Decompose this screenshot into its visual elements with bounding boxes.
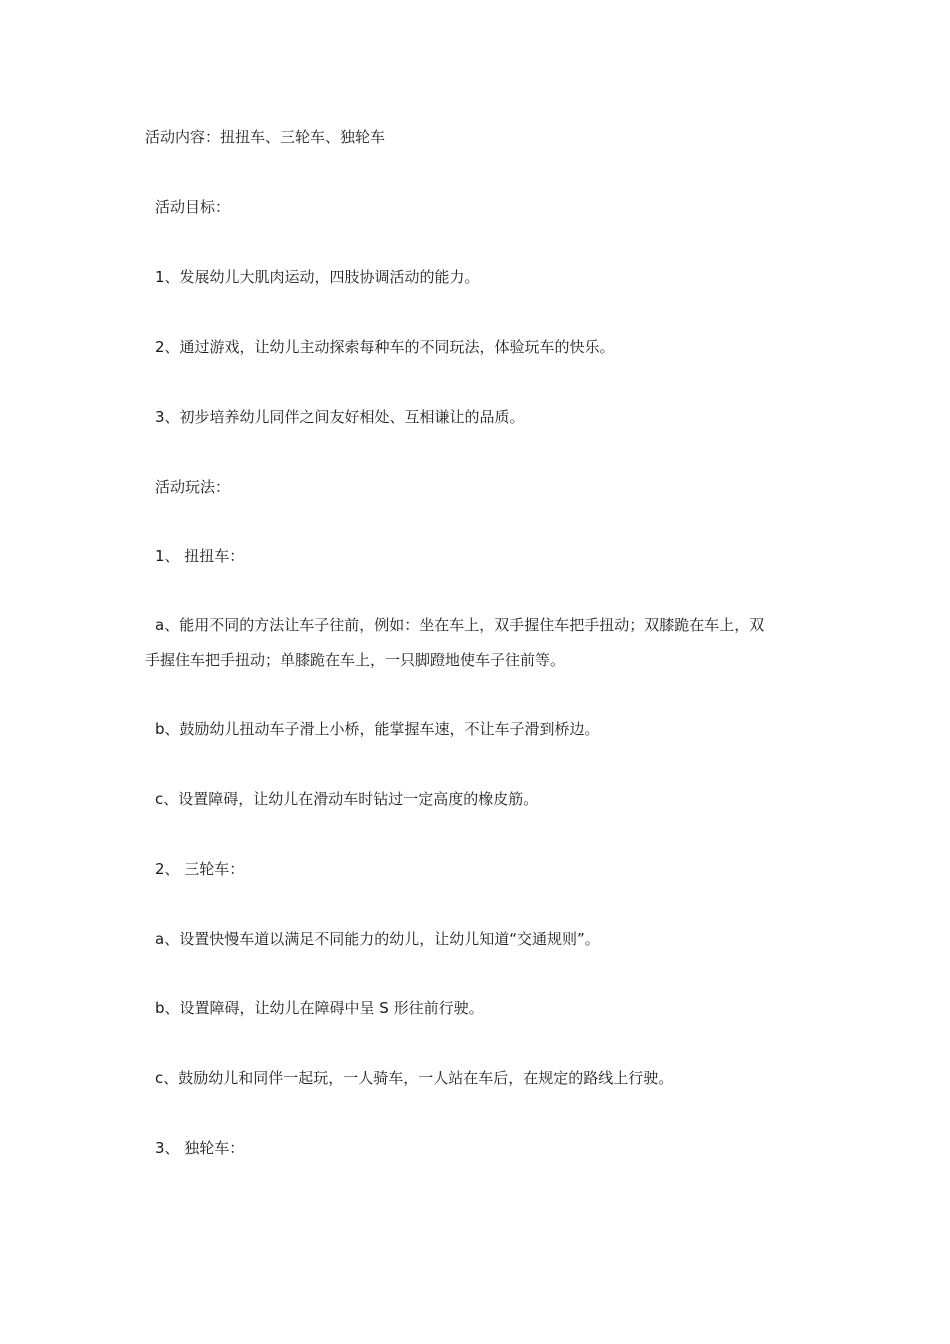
- activity-goals-heading: 活动目标：: [155, 198, 231, 216]
- method-1-c: c、设置障碍，让幼儿在滑动车时钻过一定高度的橡皮筋。: [155, 790, 539, 808]
- method-2-b: b、设置障碍，让幼儿在障碍中呈 S 形往前行驶。: [155, 999, 484, 1017]
- method-2-c: c、鼓励幼儿和同伴一起玩，一人骑车，一人站在车后，在规定的路线上行驶。: [155, 1069, 674, 1087]
- method-2-a: a、设置快慢车道以满足不同能力的幼儿，让幼儿知道“交通规则”。: [155, 930, 600, 948]
- method-1-b: b、鼓励幼儿扭动车子滑上小桥，能掌握车速，不让车子滑到桥边。: [155, 720, 600, 738]
- method-1-a-line-1: a、能用不同的方法让车子往前，例如：坐在车上，双手握住车把手扭动；双膝跪在车上，双: [155, 616, 765, 634]
- method-2-heading: 2、 三轮车：: [155, 860, 245, 878]
- activity-methods-heading: 活动玩法：: [155, 478, 231, 496]
- method-1-heading: 1、 扭扭车：: [155, 547, 245, 565]
- activity-content-line: 活动内容：扭扭车、三轮车、独轮车: [145, 128, 386, 146]
- method-1-a-line-2: 手握住车把手扭动；单膝跪在车上，一只脚蹬地使车子往前等。: [145, 651, 566, 669]
- goal-2: 2、通过游戏，让幼儿主动探索每种车的不同玩法，体验玩车的快乐。: [155, 338, 615, 356]
- method-3-heading: 3、 独轮车：: [155, 1139, 245, 1157]
- goal-1: 1、发展幼儿大肌肉运动，四肢协调活动的能力。: [155, 268, 480, 286]
- goal-3: 3、初步培养幼儿同伴之间友好相处、互相谦让的品质。: [155, 408, 525, 426]
